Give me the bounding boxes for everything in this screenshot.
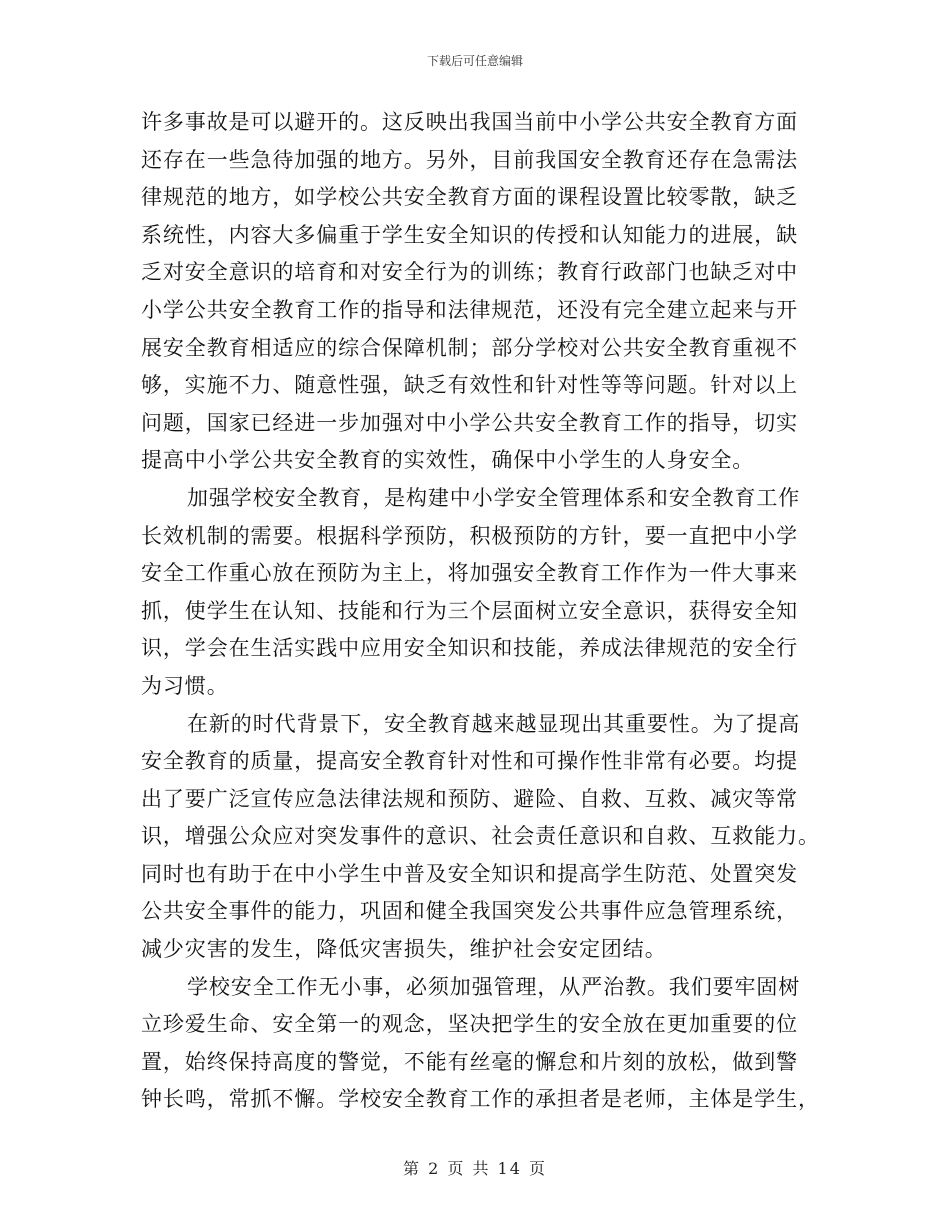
text-line: 还存在一些急待加强的地方。另外，目前我国安全教育还存在急需法 [141,147,798,172]
text-line: 提高中小学公共安全教育的实效性，确保中小学生的人身安全。 [141,448,755,473]
text-line: 立珍爱生命、安全第一的观念，坚决把学生的安全放在更加重要的位 [141,1012,798,1037]
text-line: 展安全教育相适应的综合保障机制；部分学校对公共安全教育重视不 [141,335,798,360]
paragraph-first-line: 在新的时代背景下，安全教育越来越显现出其重要性。为了提高 [187,711,801,736]
text-line: 律规范的地方，如学校公共安全教育方面的课程设置比较零散，缺乏 [141,185,798,210]
text-line: 长效机制的需要。根据科学预防，积极预防的方针，要一直把中小学 [141,523,798,548]
text-line: 同时也有助于在中小学生中普及安全知识和提高学生防范、处置突发 [141,861,798,886]
text-line: 减少灾害的发生，降低灾害损失，维护社会安定团结。 [141,937,667,962]
text-line: 安全工作重心放在预防为主上，将加强安全教育工作作为一件大事来 [141,561,798,586]
text-line: 钟长鸣，常抓不懈。学校安全教育工作的承担者是老师，主体是学生， [141,1087,820,1112]
document-body [141,104,820,1119]
text-line: 安全教育的质量，提高安全教育针对性和可操作性非常有必要。均提 [141,749,798,774]
page-header: 下载后可任意编辑 [426,54,523,68]
text-line: 问题，国家已经进一步加强对中小学公共安全教育工作的指导，切实 [141,410,798,435]
text-line: 为习惯。 [141,673,229,698]
text-line: 够，实施不力、随意性强，缺乏有效性和针对性等等问题。针对以上 [141,373,798,398]
paragraph-first-line: 学校安全工作无小事，必须加强管理，从严治教。我们要牢固树 [187,974,801,999]
text-line: 许多事故是可以避开的。这反映出我国当前中小学公共安全教育方面 [141,110,798,134]
text-line: 抓，使学生在认知、技能和行为三个层面树立安全意识，获得安全知 [141,598,798,623]
page-number-footer: 第 2 页 共 14 页 [403,1159,547,1178]
paragraph-first-line: 加强学校安全教育，是构建中小学安全管理体系和安全教育工作 [187,485,801,510]
text-line: 识，学会在生活实践中应用安全知识和技能，养成法律规范的安全行 [141,636,798,661]
text-line: 识，增强公众应对突发事件的意识、社会责任意识和自救、互救能力。 [141,824,820,849]
text-line: 小学公共安全教育工作的指导和法律规范，还没有完全建立起来与开 [141,297,798,322]
text-line: 系统性，内容大多偏重于学生安全知识的传授和认知能力的进展，缺 [141,222,798,247]
text-line: 置，始终保持高度的警觉，不能有丝毫的懈怠和片刻的放松，做到警 [141,1049,798,1074]
text-line: 出了要广泛宣传应急法律法规和预防、避险、自救、互救、减灾等常 [141,786,798,811]
text-line: 公共安全事件的能力，巩固和健全我国突发公共事件应急管理系统， [141,899,798,924]
text-line: 乏对安全意识的培育和对安全行为的训练；教育行政部门也缺乏对中 [141,260,798,285]
